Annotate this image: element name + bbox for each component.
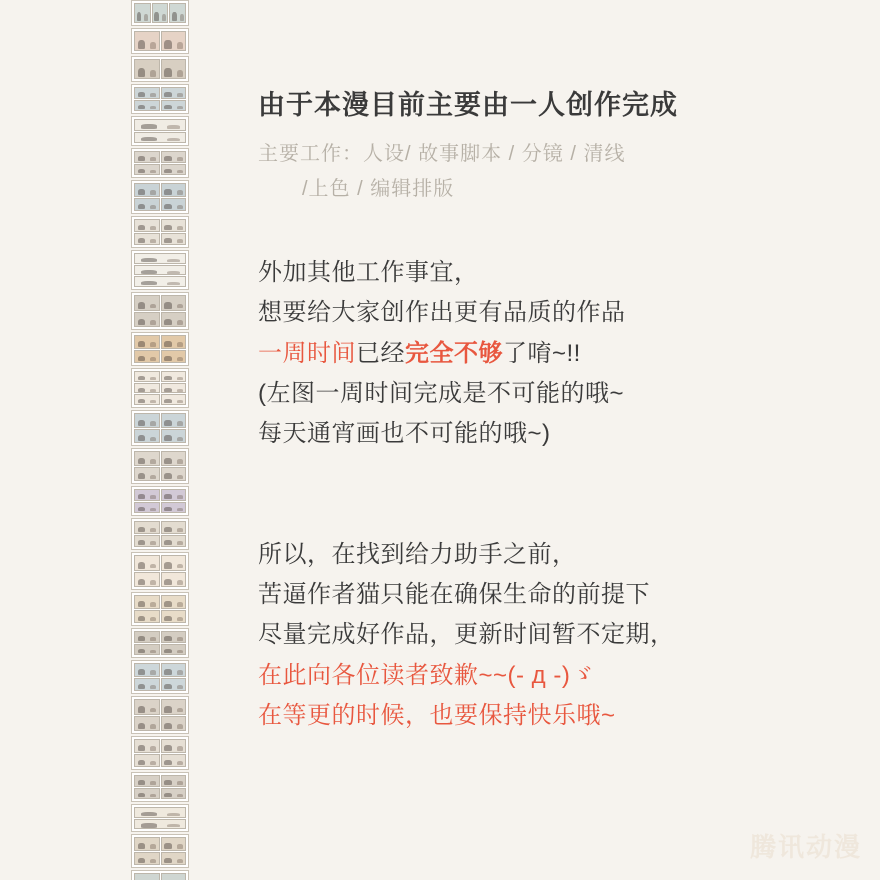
thumbnail-pane <box>161 716 187 732</box>
thumbnail-pane <box>161 873 187 880</box>
thumbnail-pane <box>134 739 160 753</box>
thumbnail-pane <box>152 3 169 23</box>
thumbnail-pane <box>161 335 187 349</box>
thumbnail-pane <box>161 610 187 624</box>
thumbnail-panes <box>134 335 186 363</box>
credits-block <box>258 137 858 207</box>
credits-line-1: 主要工作：人设/ 故事脚本 / 分镜 / 清线 <box>258 143 626 166</box>
thumbnail-pane <box>134 595 160 609</box>
thumbnail-pane <box>161 151 187 163</box>
thumbnail-pane <box>161 837 187 851</box>
thumbnail-panel[interactable] <box>131 410 189 446</box>
thumbnail-panes <box>134 489 186 513</box>
thumbnail-panes <box>134 555 186 587</box>
thumbnail-pane <box>161 535 187 548</box>
thumbnail-pane <box>161 87 187 99</box>
paragraph-two <box>258 535 858 737</box>
thumbnail-pane <box>134 873 160 880</box>
thumbnail-panes <box>134 739 186 767</box>
thumbnail-pane <box>161 183 187 197</box>
thumbnail-pane <box>134 183 160 197</box>
thumbnail-panel[interactable] <box>131 56 189 82</box>
thumbnail-pane <box>134 100 160 112</box>
thumbnail-pane <box>161 59 187 79</box>
thumbnail-pane <box>134 555 160 571</box>
thumbnail-panes <box>134 31 186 51</box>
thumbnail-pane <box>134 265 186 276</box>
thumbnail-panes <box>134 873 186 880</box>
thumbnail-pane <box>161 739 187 753</box>
thumbnail-pane <box>134 350 160 364</box>
thumbnail-pane <box>134 775 160 787</box>
thumbnail-panes <box>134 837 186 865</box>
thumbnail-pane <box>134 819 186 830</box>
thumbnail-pane <box>161 489 187 501</box>
thumbnail-panes <box>134 451 186 481</box>
thumbnail-panel[interactable] <box>131 448 189 484</box>
thumbnail-pane <box>134 253 186 264</box>
thumbnail-pane <box>161 521 187 534</box>
thumbnail-panel[interactable] <box>131 368 189 408</box>
thumbnail-pane <box>161 663 187 677</box>
thumbnail-pane <box>134 219 160 232</box>
thumbnail-pane <box>134 451 160 466</box>
thumbnail-pane <box>161 644 187 656</box>
thumbnail-panes <box>134 631 186 655</box>
thumbnail-pane <box>134 198 160 212</box>
thumbnail-pane <box>161 699 187 715</box>
thumbnail-pane <box>161 219 187 232</box>
thumbnail-pane <box>161 429 187 444</box>
thumbnail-panel[interactable] <box>131 804 189 832</box>
para2-line-1: 所以，在找到给力助手之前， <box>258 540 577 568</box>
thumbnail-pane <box>134 754 160 768</box>
credits-line-2: /上色 / 编辑排版 <box>302 178 455 201</box>
thumbnail-pane <box>134 3 151 23</box>
thumbnail-pane <box>161 413 187 428</box>
thumbnail-panes <box>134 807 186 829</box>
thumbnail-pane <box>161 852 187 866</box>
watermark-logo: 腾讯动漫 <box>749 832 862 862</box>
thumbnail-pane <box>134 716 160 732</box>
thumbnail-pane <box>161 678 187 692</box>
thumbnail-pane <box>161 295 187 311</box>
thumbnail-pane <box>161 100 187 112</box>
thumbnail-panes <box>134 663 186 691</box>
para2-line-5-cheer: 在等更的时候，也要保持快乐哦~ <box>258 701 616 729</box>
thumbnail-pane <box>169 3 186 23</box>
para1-line-2: 想要给大家创作出更有品质的作品 <box>258 299 626 327</box>
thumbnail-panes <box>134 119 186 143</box>
thumbnail-panel[interactable] <box>131 518 189 550</box>
thumbnail-pane <box>161 31 187 51</box>
thumbnail-pane <box>161 383 187 394</box>
thumbnail-pane <box>134 610 160 624</box>
thumbnail-pane <box>134 807 186 818</box>
para2-line-4-apology: 在此向各位读者致歉~~(- д -)ゞ <box>258 661 595 689</box>
para1-highlight-notenough: 完全不够 <box>405 339 503 367</box>
thumbnail-panes <box>134 151 186 175</box>
thumbnail-panel[interactable] <box>131 216 189 248</box>
para1-line3-mid: 已经 <box>356 339 405 367</box>
thumbnail-pane <box>134 663 160 677</box>
para2-line-2: 苦逼作者猫只能在确保生命的前提下 <box>258 580 650 608</box>
thumbnail-pane <box>134 429 160 444</box>
thumbnail-pane <box>161 371 187 382</box>
paragraph-one <box>258 253 858 455</box>
para1-line3-end: 了唷~!! <box>503 339 581 367</box>
thumbnail-pane <box>134 413 160 428</box>
thumbnail-panel[interactable] <box>131 332 189 366</box>
thumbnail-panes <box>134 595 186 623</box>
thumbnail-pane <box>161 555 187 571</box>
page-title: 由于本漫目前主要由一人创作完成 <box>258 90 678 120</box>
thumbnail-panel[interactable] <box>131 592 189 626</box>
thumbnail-panes <box>134 59 186 79</box>
thumbnail-pane <box>161 233 187 246</box>
thumbnail-pane <box>161 754 187 768</box>
thumbnail-panel[interactable] <box>131 116 189 146</box>
thumbnail-pane <box>134 31 160 51</box>
thumbnail-pane <box>134 371 160 382</box>
thumbnail-pane <box>134 572 160 588</box>
thumbnail-pane <box>134 535 160 548</box>
thumbnail-panel[interactable] <box>131 148 189 178</box>
thumbnail-pane <box>134 631 160 643</box>
thumbnail-pane <box>134 164 160 176</box>
thumbnail-panel[interactable] <box>131 696 189 734</box>
thumbnail-panes <box>134 87 186 111</box>
thumbnail-pane <box>161 198 187 212</box>
thumbnail-pane <box>134 837 160 851</box>
thumbnail-pane <box>134 335 160 349</box>
para1-line-4: (左图一周时间完成是不可能的哦~ <box>258 380 625 408</box>
thumbnail-panel[interactable] <box>131 0 189 26</box>
thumbnail-panes <box>134 295 186 327</box>
thumbnail-panes <box>134 699 186 731</box>
thumbnail-panes <box>134 775 186 799</box>
thumbnail-pane <box>134 852 160 866</box>
thumbnail-pane <box>134 644 160 656</box>
thumbnail-pane <box>134 119 186 131</box>
para1-line-3 <box>258 334 858 374</box>
thumbnail-pane <box>134 151 160 163</box>
thumbnail-pane <box>134 295 160 311</box>
para2-line-3: 尽量完成好作品，更新时间暂不定期， <box>258 621 675 649</box>
thumbnail-panel[interactable] <box>131 870 189 880</box>
thumbnail-strip[interactable] <box>131 0 189 880</box>
thumbnail-pane <box>134 521 160 534</box>
para1-line-5: 每天通宵画也不可能的哦~) <box>258 420 551 448</box>
thumbnail-pane <box>161 451 187 466</box>
thumbnail-pane <box>161 595 187 609</box>
thumbnail-panes <box>134 183 186 211</box>
thumbnail-pane <box>134 394 160 405</box>
thumbnail-panel[interactable] <box>131 180 189 214</box>
thumbnail-pane <box>134 678 160 692</box>
thumbnail-panes <box>134 219 186 245</box>
thumbnail-pane <box>134 312 160 328</box>
thumbnail-pane <box>134 276 186 287</box>
thumbnail-pane <box>161 775 187 787</box>
para1-line-1: 外加其他工作事宜， <box>258 259 479 287</box>
thumbnail-pane <box>134 502 160 514</box>
thumbnail-panel[interactable] <box>131 28 189 54</box>
para1-highlight-week: 一周时间 <box>258 339 356 367</box>
thumbnail-panes <box>134 371 186 405</box>
thumbnail-panel[interactable] <box>131 486 189 516</box>
text-column <box>258 88 858 736</box>
thumbnail-pane <box>161 467 187 482</box>
thumbnail-pane <box>134 383 160 394</box>
thumbnail-pane <box>161 631 187 643</box>
thumbnail-panel[interactable] <box>131 772 189 802</box>
thumbnail-panes <box>134 253 186 287</box>
thumbnail-panel[interactable] <box>131 736 189 770</box>
thumbnail-pane <box>161 572 187 588</box>
thumbnail-pane <box>134 233 160 246</box>
thumbnail-pane <box>134 132 186 144</box>
thumbnail-pane <box>161 164 187 176</box>
thumbnail-panes <box>134 3 186 23</box>
thumbnail-panel[interactable] <box>131 552 189 590</box>
thumbnail-pane <box>134 59 160 79</box>
thumbnail-panes <box>134 521 186 547</box>
thumbnail-pane <box>134 87 160 99</box>
thumbnail-pane <box>134 467 160 482</box>
thumbnail-pane <box>161 394 187 405</box>
thumbnail-pane <box>161 312 187 328</box>
thumbnail-panel[interactable] <box>131 84 189 114</box>
thumbnail-panel[interactable] <box>131 250 189 290</box>
thumbnail-pane <box>161 502 187 514</box>
thumbnail-panel[interactable] <box>131 628 189 658</box>
thumbnail-panel[interactable] <box>131 660 189 694</box>
thumbnail-pane <box>134 788 160 800</box>
thumbnail-pane <box>134 489 160 501</box>
thumbnail-pane <box>161 350 187 364</box>
thumbnail-panel[interactable] <box>131 834 189 868</box>
thumbnail-panes <box>134 413 186 443</box>
thumbnail-pane <box>134 699 160 715</box>
thumbnail-pane <box>161 788 187 800</box>
thumbnail-panel[interactable] <box>131 292 189 330</box>
